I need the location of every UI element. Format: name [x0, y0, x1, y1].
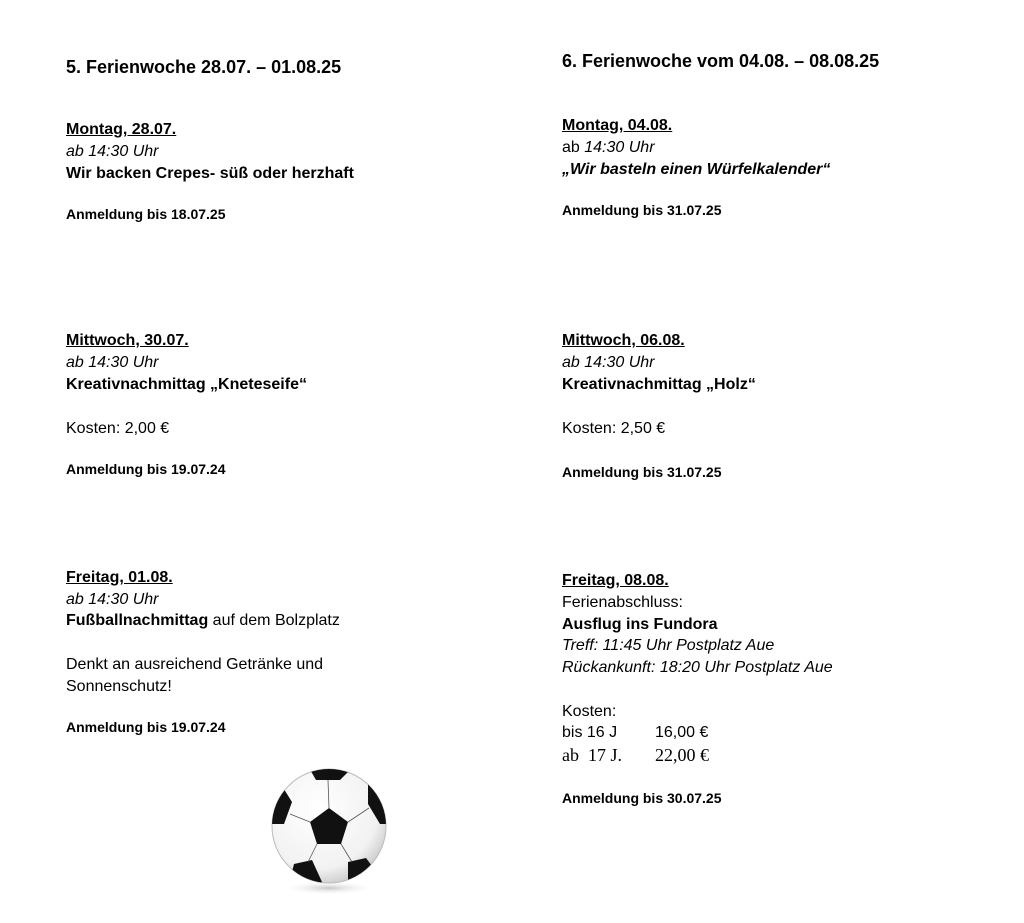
- week6-friday-meet: Treff: 11:45 Uhr Postplatz Aue: [562, 637, 775, 654]
- week6-wednesday-registration: Anmeldung bis 31.07.25: [562, 464, 722, 480]
- week6-friday-day: Freitag, 08.08.: [562, 572, 669, 589]
- week6-wednesday-cost: Kosten: 2,50 €: [562, 420, 666, 437]
- week5-friday-activity: [66, 612, 340, 630]
- week6-friday-cost-adult-price: 22,00 €: [655, 745, 709, 765]
- week6-friday-cost-adult-age: ab 17 J.: [562, 745, 622, 765]
- week5-friday-note-line1: Denkt an ausreichend Getränke und: [66, 656, 324, 673]
- week5-friday-activity-bold: Fußballnachmittag: [66, 612, 209, 629]
- week5-friday-note-line2: Sonnenschutz!: [66, 678, 172, 695]
- week6-friday-cost-child-price: 16,00 €: [655, 724, 709, 741]
- week6-wednesday-day: Mittwoch, 06.08.: [562, 332, 685, 349]
- week6-monday-time-value: 14:30 Uhr: [584, 139, 655, 156]
- week5-monday-registration: Anmeldung bis 18.07.25: [66, 206, 226, 222]
- week6-monday-activity: „Wir basteln einen Würfelkalender“: [562, 161, 831, 178]
- week5-wednesday-activity: Kreativnachmittag „Kneteseife“: [66, 376, 307, 393]
- week5-friday-registration: Anmeldung bis 19.07.24: [66, 719, 226, 735]
- week5-friday-day: Freitag, 01.08.: [66, 569, 173, 586]
- week5-monday-activity: Wir backen Crepes- süß oder herzhaft: [66, 165, 354, 182]
- week5-monday-time: ab 14:30 Uhr: [66, 143, 159, 160]
- week6-monday-registration: Anmeldung bis 31.07.25: [562, 202, 722, 218]
- week5-wednesday-cost: Kosten: 2,00 €: [66, 420, 170, 437]
- week6-friday-cost-label: Kosten:: [562, 703, 617, 720]
- soccer-ball-icon: [268, 758, 390, 908]
- week6-friday-cost-child-age: bis 16 J: [562, 724, 618, 741]
- week6-monday-time: [562, 139, 655, 157]
- week5-title: 5. Ferienwoche 28.07. – 01.08.25: [66, 57, 342, 77]
- week6-title: 6. Ferienwoche vom 04.08. – 08.08.25: [562, 51, 880, 71]
- week5-wednesday-day: Mittwoch, 30.07.: [66, 332, 189, 349]
- week6-monday-time-prefix: ab: [562, 139, 585, 156]
- week6-friday-registration: Anmeldung bis 30.07.25: [562, 790, 722, 806]
- week6-friday-label: Ferienabschluss:: [562, 594, 683, 611]
- week6-friday-return: Rückankunft: 18:20 Uhr Postplatz Aue: [562, 659, 833, 676]
- week5-friday-time: ab 14:30 Uhr: [66, 591, 159, 608]
- week5-monday-day: Montag, 28.07.: [66, 121, 177, 138]
- week6-wednesday-time: ab 14:30 Uhr: [562, 354, 655, 371]
- week6-friday-activity: Ausflug ins Fundora: [562, 616, 718, 633]
- week6-wednesday-activity: Kreativnachmittag „Holz“: [562, 376, 756, 393]
- week5-wednesday-time: ab 14:30 Uhr: [66, 354, 159, 371]
- week6-monday-day: Montag, 04.08.: [562, 117, 673, 134]
- week5-friday-activity-rest: auf dem Bolzplatz: [208, 612, 340, 629]
- week5-wednesday-registration: Anmeldung bis 19.07.24: [66, 461, 226, 477]
